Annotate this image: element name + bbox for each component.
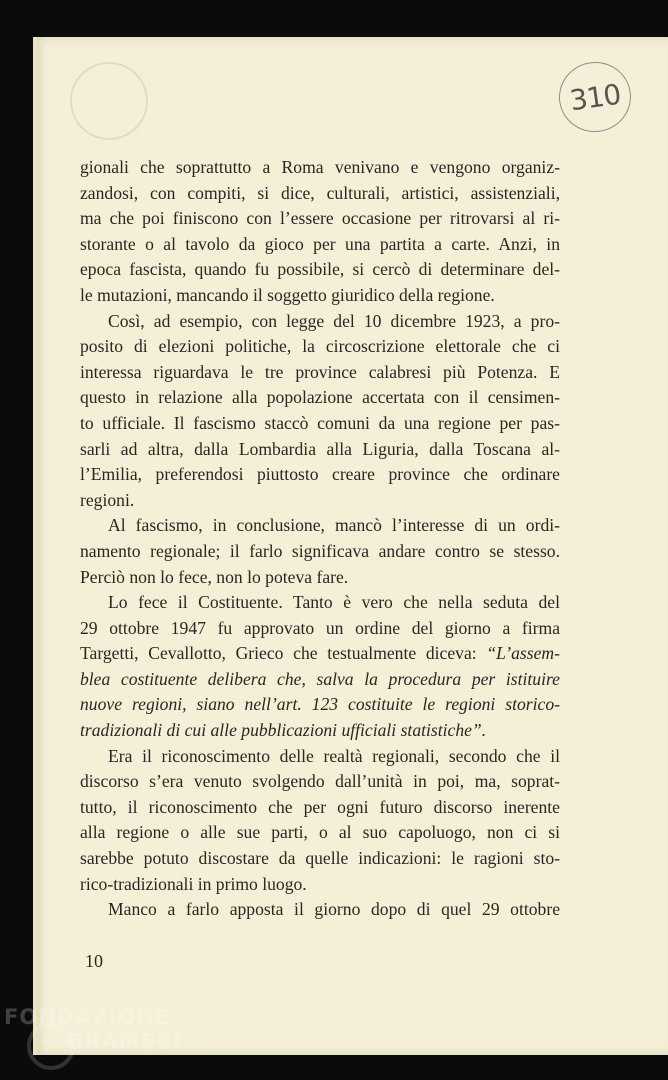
paragraph-3 <box>80 513 560 590</box>
text-line: l’Emilia, preferendosi piuttosto creare province che ordinare <box>80 464 560 485</box>
text-line: Lo fece il Costituente. Tanto è vero che nella seduta del <box>108 592 560 613</box>
watermark-line-2: GRAMSCI <box>66 1029 182 1053</box>
text-line: epoca fascista, quando fu possibile, si cercò di determinare del- <box>80 259 560 280</box>
watermark-line-2-row <box>4 1029 214 1058</box>
watermark-logo <box>4 1005 214 1058</box>
text-line: Perciò non lo fece, non lo poteva fare. <box>80 566 349 587</box>
quote-line: blea costituente delibera che, salva la procedura per istituire <box>80 668 560 689</box>
text-line: namento regionale; il farlo significava andare contro se stesso. <box>80 540 560 561</box>
text-line: regioni. <box>80 489 135 510</box>
text-line: Al fascismo, in conclusione, mancò l’interesse di un ordi- <box>108 515 560 536</box>
text-line-mixed <box>80 641 560 667</box>
text-normal-part: Targetti, Cevallotto, Grieco che testualmente diceva: <box>80 643 487 664</box>
paragraph-5 <box>80 744 560 898</box>
text-line: Era il riconoscimento delle realtà regionali, secondo che il <box>108 745 560 766</box>
quote-line: nuove regioni, siano nell’art. 123 costituite le regioni storico- <box>80 694 560 715</box>
page-edge <box>33 37 37 1055</box>
handwritten-folio-number: 310 <box>554 57 635 136</box>
text-line: 29 ottobre 1947 fu approvato un ordine del giorno a firma <box>80 617 560 638</box>
quote-line: tradizionali di cui alle pubblicazioni ufficiali statistiche”. <box>80 720 487 741</box>
watermark-onlus: onlus <box>189 1041 215 1051</box>
text-line: to ufficiale. Il fascismo staccò comuni da una regione per pas- <box>80 412 560 433</box>
text-line: discorso s’era venuto svolgendo dall’unità in poi, ma, soprat- <box>80 771 560 792</box>
text-line: questo in relazione alla popolazione accertata con il censimen- <box>80 387 560 408</box>
paragraph-4 <box>80 590 560 744</box>
quote-start: “L’assem- <box>486 643 560 664</box>
text-line: sarli ad altra, dalla Lombardia alla Liguria, dalla Toscana al- <box>80 438 560 459</box>
text-line: Così, ad esempio, con legge del 10 dicembre 1923, a pro- <box>108 310 560 331</box>
paragraph-6 <box>80 897 560 923</box>
watermark-line-1: FONDAZIONE <box>4 1005 171 1029</box>
page-body-text <box>80 155 560 923</box>
text-line: zandosi, con compiti, si dice, culturali, artistici, assistenziali, <box>80 182 560 203</box>
text-line: alla regione o alle sue parti, o al suo capoluogo, non ci si <box>80 822 560 843</box>
paragraph-2 <box>80 309 560 514</box>
text-line: rico-tradizionali in primo luogo. <box>80 873 307 894</box>
text-line: tutto, il riconoscimento che per ogni futuro discorso inerente <box>80 796 560 817</box>
text-line: le mutazioni, mancando il soggetto giuridico della regione. <box>80 284 495 305</box>
text-line: gionali che soprattutto a Roma venivano e vengono organiz- <box>80 157 560 177</box>
paragraph-1 <box>80 155 560 309</box>
text-line: Manco a farlo apposta il giorno dopo di quel 29 ottobre <box>108 899 560 920</box>
faded-stamp <box>70 62 148 140</box>
text-line: posito di elezioni politiche, la circoscrizione elettorale che ci <box>80 336 560 357</box>
page-number: 10 <box>85 951 103 971</box>
text-line: storante o al tavolo da gioco per una partita a carte. Anzi, in <box>80 233 560 254</box>
text-line: ma che poi finiscono con l’essere occasione per ritrovarsi al ri- <box>80 208 560 229</box>
text-line: interessa riguardava le tre province calabresi più Potenza. E <box>80 361 560 382</box>
text-line: sarebbe potuto discostare da quelle indicazioni: le ragioni sto- <box>80 848 560 869</box>
